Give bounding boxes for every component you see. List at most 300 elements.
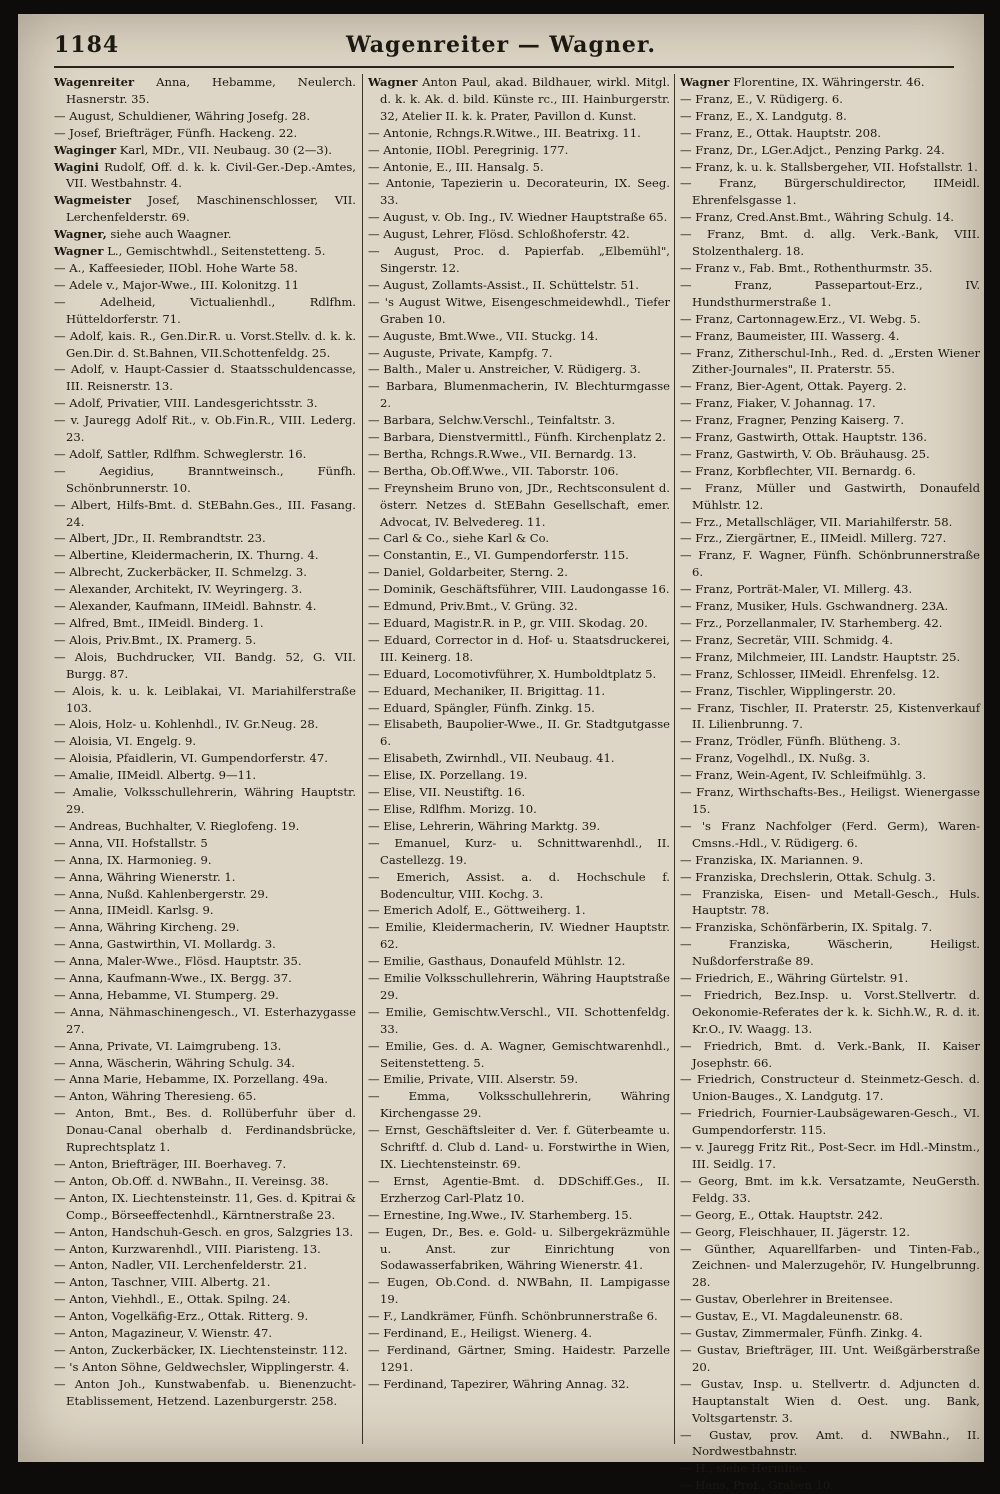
entry-text: — Franziska, Schönfärberin, IX. Spitalg. 7. — [680, 920, 933, 935]
entry-text: — Franz, Tischler, Wipplingerstr. 20. — [680, 683, 896, 698]
directory-entry — [54, 733, 356, 750]
directory-entry — [680, 886, 980, 920]
directory-entry — [54, 277, 356, 294]
directory-entry — [368, 1274, 670, 1308]
directory-entry — [680, 1224, 980, 1241]
directory-entry — [680, 818, 980, 852]
entry-text: — Friedrich, Fournier-Laubsägewaren-Gesch., VI. Gumpendorferstr. 115. — [680, 1106, 980, 1138]
directory-entry — [54, 530, 356, 547]
directory-entry — [54, 953, 356, 970]
entry-text: — Gustav, Insp. u. Stellvertr. d. Adjuncten d. Hauptanstalt Wien d. Oest. ung. Bank, Voltsgartenstr. 3. — [680, 1376, 980, 1425]
directory-entry — [368, 953, 670, 970]
entry-text: — Anton, Währing Theresieng. 65. — [54, 1089, 257, 1104]
directory-entry — [54, 683, 356, 717]
entry-text: — Anna, Gastwirthin, VI. Mollardg. 3. — [54, 937, 276, 952]
directory-entry — [54, 564, 356, 581]
directory-entry — [368, 1308, 670, 1325]
directory-entry — [54, 1291, 356, 1308]
entry-text: — Anton, Nadler, VII. Lerchenfelderstr. 21. — [54, 1258, 307, 1273]
entry-text: — 's Franz Nachfolger (Ferd. Germ), Waren-Cmsns.-Hdl., V. Rüdigerg. 6. — [680, 818, 980, 850]
directory-entry — [368, 446, 670, 463]
directory-entry — [680, 1241, 980, 1292]
directory-entry — [680, 226, 980, 260]
directory-entry — [54, 1376, 356, 1410]
directory-entry — [368, 142, 670, 159]
entry-text: — Anna, VII. Hofstallstr. 5 — [54, 835, 208, 850]
entry-text: — A., Kaffeesieder, IIObl. Hohe Warte 58. — [54, 260, 298, 275]
directory-entry — [368, 784, 670, 801]
directory-entry — [54, 1274, 356, 1291]
directory-entry — [54, 1038, 356, 1055]
entry-surname: Wagmeister — [54, 193, 132, 208]
directory-entry — [54, 361, 356, 395]
entry-text: — Eugen, Dr., Bes. e. Gold- u. Silbergekräzmühle u. Anst. zur Einrichtung von Sodawasserfabriken, Währing Wienerstr. 41. — [368, 1224, 670, 1273]
entry-text: — Elisabeth, Baupolier-Wwe., II. Gr. Stadtgutgasse 6. — [368, 717, 670, 749]
entry-text: — Anton, Viehhdl., E., Ottak. Spilng. 24. — [54, 1292, 291, 1307]
entry-text: — August, v. Ob. Ing., IV. Wiedner Hauptstraße 65. — [368, 210, 668, 225]
entry-text: — Anna, Nußd. Kahlenbergerstr. 29. — [54, 886, 269, 901]
entry-text: — Anton, Magazineur, V. Wienstr. 47. — [54, 1326, 273, 1341]
entry-text: — Franziska, IX. Mariannen. 9. — [680, 852, 864, 867]
directory-entry — [368, 1088, 670, 1122]
entry-text: — Antonie, Rchngs.R.Witwe., III. Beatrixg. 11. — [368, 125, 641, 140]
entry-text: — Emilie, Kleidermacherin, IV. Wiedner Hauptstr. 62. — [368, 920, 670, 952]
directory-entry — [368, 902, 670, 919]
entry-text: — Ferdinand, Gärtner, Sming. Haidestr. Parzelle 1291. — [368, 1342, 670, 1374]
directory-entry — [680, 378, 980, 395]
entry-text: — Albrecht, Zuckerbäcker, II. Schmelzg. 3. — [54, 565, 307, 580]
entry-text: — Edmund, Priv.Bmt., V. Grüng. 32. — [368, 599, 578, 614]
directory-entry — [680, 446, 980, 463]
entry-text: — Anna Marie, Hebamme, IX. Porzellang. 49a. — [54, 1072, 328, 1087]
directory-entry — [368, 1224, 670, 1275]
directory-entry — [368, 750, 670, 767]
directory-entry — [54, 970, 356, 987]
entry-text: — Franz, Cartonnagew.Erz., VI. Webg. 5. — [680, 311, 921, 326]
entry-text: — Adolf, Sattler, Rdlfhm. Schweglerstr. 16. — [54, 446, 307, 461]
entry-text: — Barbara, Selchw.Verschl., Teinfaltstr. 3. — [368, 413, 616, 428]
entry-text: — Franz, Wirthschafts-Bes., Heiligst. Wienergasse 15. — [680, 785, 980, 816]
directory-entry — [54, 1224, 356, 1241]
directory-entry — [680, 1342, 980, 1376]
directory-entry — [54, 243, 356, 260]
entry-text: — Alois, Buchdrucker, VII. Bandg. 52, G. VII. Burgg. 87. — [54, 649, 356, 681]
directory-entry — [368, 480, 670, 531]
entry-text: — Ferdinand, E., Heiligst. Wienerg. 4. — [368, 1326, 592, 1341]
directory-entry — [54, 581, 356, 598]
entry-text: — Josef, Briefträger, Fünfh. Hackeng. 22. — [54, 125, 298, 140]
entry-text: — Anton, Briefträger, III. Boerhaveg. 7. — [54, 1157, 287, 1171]
entry-text: — Eduard, Magistr.R. in P., gr. VIII. Skodag. 20. — [368, 616, 648, 630]
entry-text: — Eduard, Locomotivführer, X. Humboldtplatz 5. — [368, 666, 657, 681]
directory-entry — [54, 852, 356, 869]
column-divider — [674, 74, 675, 1444]
directory-entry — [680, 1460, 980, 1477]
directory-entry — [680, 970, 980, 987]
entry-text: — Alexander, Kaufmann, IIMeidl. Bahnstr. 4. — [54, 599, 317, 614]
entry-text: — Franz, Baumeister, III. Wasserg. 4. — [680, 328, 900, 343]
entry-text: — Franz, Korbflechter, VII. Bernardg. 6. — [680, 463, 916, 478]
directory-entry — [368, 277, 670, 294]
directory-entry — [680, 547, 980, 581]
directory-entry — [54, 192, 356, 226]
entry-text: — Franz, Schlosser, IIMeidl. Ehrenfelsg. 12. — [680, 666, 940, 681]
directory-entry — [368, 530, 670, 547]
directory-entry — [368, 429, 670, 446]
entry-text: — Antonie, Tapezierin u. Decorateurin, IX. Seeg. 33. — [368, 176, 670, 208]
entry-text: — Emilie, Gasthaus, Donaufeld Mühlstr. 12. — [368, 954, 626, 969]
entry-text: — Franziska, Eisen- und Metall-Gesch., Huls. Hauptstr. 78. — [680, 886, 980, 918]
directory-entry — [368, 226, 670, 243]
entry-text: — Bertha, Rchngs.R.Wwe., VII. Bernardg. 13. — [368, 446, 637, 461]
entry-text: — Auguste, Private, Kampfg. 7. — [368, 345, 553, 360]
directory-entry — [680, 159, 980, 176]
entry-surname: Wagner — [368, 75, 418, 89]
directory-entry — [680, 175, 980, 209]
entry-surname: Wagini — [54, 159, 99, 174]
directory-entry — [680, 480, 980, 514]
directory-entry — [54, 226, 356, 243]
directory-entry — [680, 733, 980, 750]
entry-text: — Amalie, Volksschullehrerin, Währing Hauptstr. 29. — [54, 785, 356, 816]
entry-text: — Adolf, v. Haupt-Cassier d. Staatsschuldencasse, III. Reisnerstr. 13. — [54, 362, 356, 394]
entry-text: — v. Jauregg Fritz Rit., Post-Secr. im Hdl.-Minstm., III. Seidlg. 17. — [680, 1140, 980, 1171]
directory-entry — [680, 852, 980, 869]
directory-entry — [368, 1325, 670, 1342]
entry-text: — Frz., Metallschläger, VII. Mariahilferstr. 58. — [680, 514, 953, 529]
directory-entry — [368, 970, 670, 1004]
entry-text: — Friedrich, Constructeur d. Steinmetz-Gesch. d. Union-Bauges., X. Landgutg. 17. — [680, 1072, 980, 1104]
directory-entry — [680, 514, 980, 531]
entry-text: — Gustav, Oberlehrer in Breitensee. — [680, 1292, 893, 1307]
entry-text: — Amalie, IIMeidl. Albertg. 9—11. — [54, 768, 257, 783]
entry-text: — Anton Joh., Kunstwabenfab. u. Bienenzucht-Etablissement, Hetzend. Lazenburgerstr. 258. — [54, 1376, 356, 1408]
entry-text: — Franz, Müller und Gastwirth, Donaufeld Mühlstr. 12. — [680, 480, 980, 512]
entry-text: — Franz, Bürgerschuldirector, IIMeidl. Ehrenfelsgasse 1. — [680, 176, 980, 208]
entry-text: Anna, Hebamme, Neulerch. Hasnerstr. 35. — [66, 75, 356, 106]
entry-text: — Auguste, Bmt.Wwe., VII. Stuckg. 14. — [368, 328, 599, 343]
entry-text: — Friedrich, Bez.Insp. u. Vorst.Stellvertr. d. Oekonomie-Referates der k. k. Sichh.W., R. d. it. Kr.O., IV. Waagg. 13. — [680, 987, 980, 1036]
entry-text: — Franz, Porträt-Maler, VI. Millerg. 43. — [680, 582, 913, 597]
directory-entry — [54, 1173, 356, 1190]
directory-entry — [54, 818, 356, 835]
directory-entry — [680, 1105, 980, 1139]
directory-entry — [680, 1173, 980, 1207]
directory-entry — [54, 902, 356, 919]
entry-text: — Emilie, Private, VIII. Alserstr. 59. — [368, 1072, 579, 1087]
entry-text: — Franz, Bier-Agent, Ottak. Payerg. 2. — [680, 379, 907, 394]
directory-entry — [54, 632, 356, 649]
entry-text: — Eduard, Corrector in d. Hof- u. Staatsdruckerei, III. Keinerg. 18. — [368, 632, 670, 664]
directory-entry — [368, 818, 670, 835]
directory-entry — [368, 1004, 670, 1038]
directory-entry — [680, 632, 980, 649]
directory-entry — [680, 767, 980, 784]
directory-entry — [680, 463, 980, 480]
entry-text: — Emma, Volksschullehrerin, Währing Kirchengasse 29. — [368, 1089, 670, 1121]
entry-text: — Gustav, Briefträger, III. Unt. Weißgärberstraße 20. — [680, 1342, 980, 1374]
directory-entry — [54, 446, 356, 463]
directory-entry — [680, 91, 980, 108]
entry-text: — Anna, Hebamme, VI. Stumperg. 29. — [54, 987, 279, 1002]
entry-text: — Anna, Wäscherin, Währing Schulg. 34. — [54, 1055, 295, 1070]
directory-entry — [680, 936, 980, 970]
directory-entry — [680, 1207, 980, 1224]
entry-text: — Emilie Volksschullehrerin, Währing Hauptstraße 29. — [368, 971, 670, 1002]
entry-text: — Franz, Fragner, Penzing Kaiserg. 7. — [680, 413, 905, 428]
directory-entry — [368, 378, 670, 412]
directory-entry — [680, 750, 980, 767]
entry-text: — Georg, Bmt. im k.k. Versatzamte, NeuGersth. Feldg. 33. — [680, 1173, 980, 1205]
entry-text: — Alois, k. u. k. Leiblakai, VI. Mariahilferstraße 103. — [54, 683, 356, 715]
directory-entry — [54, 328, 356, 362]
entry-text: — Emerich Adolf, E., Göttweiherg. 1. — [368, 903, 586, 918]
entry-text: — Antonie, E., III. Hansalg. 5. — [368, 159, 544, 174]
entry-text: — Franz, F. Wagner, Fünfh. Schönbrunnerstraße 6. — [680, 548, 980, 580]
entry-text: — Ernst, Geschäftsleiter d. Ver. f. Güterbeamte u. Schriftf. d. Club d. Land- u. Forstwirthe in Wien, IX. Liechtensteinstr. 69. — [368, 1123, 670, 1171]
entry-text: — Elisabeth, Zwirnhdl., VII. Neubaug. 41. — [368, 751, 615, 766]
directory-entry — [368, 632, 670, 666]
directory-entry — [54, 294, 356, 328]
directory-entry — [368, 175, 670, 209]
directory-entry — [368, 294, 670, 328]
entry-text: — Anton, Vogelkäfig-Erz., Ottak. Ritterg. 9. — [54, 1309, 309, 1324]
directory-entry — [368, 243, 670, 277]
entry-text: — Ernst, Agentie-Bmt. d. DDSchiff.Ges., II. Erzherzog Carl-Platz 10. — [368, 1173, 670, 1205]
directory-entry — [680, 1071, 980, 1105]
entry-text: — August, Lehrer, Flösd. Schloßhoferstr. 42. — [368, 227, 630, 242]
directory-entry — [368, 1071, 670, 1088]
entry-text: — 's August Witwe, Eisengeschmeidewhdl., Tiefer Graben 10. — [368, 294, 670, 326]
entry-text: — Franziska, Wäscherin, Heiligst. Nußdorferstraße 89. — [680, 937, 980, 969]
directory-entry — [368, 159, 670, 176]
entry-text: — Franz, Bmt. d. allg. Verk.-Bank, VIII. Stolzenthalerg. 18. — [680, 227, 980, 259]
entry-text: Florentine, IX. Währingerstr. 46. — [729, 75, 925, 89]
directory-entry — [54, 1308, 356, 1325]
entry-text: — Dominik, Geschäftsführer, VIII. Laudongasse 16. — [368, 582, 670, 597]
directory-entry — [680, 700, 980, 734]
directory-entry — [368, 1376, 670, 1393]
directory-entry — [680, 209, 980, 226]
directory-entry — [368, 700, 670, 717]
entry-text: — Aegidius, Branntweinsch., Fünfh. Schönbrunnerstr. 10. — [54, 463, 356, 495]
directory-entry — [368, 463, 670, 480]
column-3 — [680, 74, 980, 1493]
entry-text: — Franz, Zitherschul-Inh., Red. d. „Ersten Wiener Zither-Journales", II. Praterstr. 55. — [680, 345, 980, 377]
entry-text: — Franz, E., X. Landgutg. 8. — [680, 108, 847, 123]
directory-entry — [680, 919, 980, 936]
entry-text: — Anton, Taschner, VIII. Albertg. 21. — [54, 1275, 271, 1290]
directory-entry — [368, 1173, 670, 1207]
directory-entry — [680, 74, 980, 91]
entry-surname: Wagner — [680, 75, 730, 89]
entry-text: — Franz, Trödler, Fünfh. Blütheng. 3. — [680, 734, 901, 749]
directory-entry — [680, 666, 980, 683]
entry-text: — Franz, E., V. Rüdigerg. 6. — [680, 91, 843, 106]
directory-entry — [680, 869, 980, 886]
directory-entry — [368, 683, 670, 700]
entry-text: — August, Schuldiener, Währing Josefg. 28. — [54, 108, 311, 123]
entry-text: — Georg, Fleischhauer, II. Jägerstr. 12. — [680, 1224, 910, 1239]
entry-text: — Alois, Priv.Bmt., IX. Pramerg. 5. — [54, 632, 257, 647]
entry-text: — Aloisia, Pfaidlerin, VI. Gumpendorferstr. 47. — [54, 751, 328, 766]
entry-text: — Georg, E., Ottak. Hauptstr. 242. — [680, 1207, 883, 1222]
directory-entry — [54, 1088, 356, 1105]
entry-text: — Anna, Währing Kircheng. 29. — [54, 920, 240, 935]
directory-entry — [368, 801, 670, 818]
entry-text: — Franz, Passepartout-Erz., IV. Hundsthurmerstraße 1. — [680, 277, 980, 309]
column-1 — [54, 74, 356, 1454]
entry-surname: Wagner, — [54, 227, 107, 242]
entry-text: — Bertha, Ob.Off.Wwe., VII. Taborstr. 106. — [368, 463, 619, 478]
entry-text: — Anton, Bmt., Bes. d. Rollüberfuhr über d. Donau-Canal oberhalb d. Ferdinandsbrücke, Ruprechtsplatz 1. — [54, 1106, 356, 1155]
entry-text: — Franz, Musiker, Huls. Gschwandnerg. 23A. — [680, 599, 949, 614]
entry-text: — Anton, Zuckerbäcker, IX. Liechtensteinstr. 112. — [54, 1342, 348, 1357]
entry-text: — Ferdinand, Tapezirer, Währing Annag. 32. — [368, 1376, 630, 1391]
entry-text: — Franz, Tischler, II. Praterstr. 25, Kistenverkauf II. Lilienbrunng. 7. — [680, 700, 980, 732]
directory-entry — [680, 108, 980, 125]
directory-entry — [368, 869, 670, 903]
entry-text: L., Gemischtwhdl., Seitenstetteng. 5. — [103, 244, 326, 259]
directory-entry — [680, 598, 980, 615]
directory-entry — [368, 412, 670, 429]
entry-text: — Anna, Maler-Wwe., Flösd. Hauptstr. 35. — [54, 954, 302, 969]
directory-entry — [368, 74, 670, 125]
entry-text: Anton Paul, akad. Bildhauer, wirkl. Mitgl. d. k. k. Ak. d. bild. Künste rc., III. Hainburgerstr. 32, Atelier II. k. k. Prater, Pavillon d. Kunst. — [380, 75, 670, 123]
directory-entry — [54, 598, 356, 615]
entry-text: — Alois, Holz- u. Kohlenhdl., IV. Gr.Neug. 28. — [54, 717, 319, 732]
directory-entry — [54, 1241, 356, 1258]
directory-entry — [680, 1308, 980, 1325]
entry-text: — Albertine, Kleidermacherin, IX. Thurng. 4. — [54, 548, 319, 563]
directory-entry — [54, 750, 356, 767]
entry-text: — Friedrich, E., Währing Gürtelstr. 91. — [680, 971, 909, 986]
page-title: Wagenreiter — Wagner. — [345, 32, 657, 58]
entry-text: — Aloisia, VI. Engelg. 9. — [54, 734, 197, 749]
directory-entry — [54, 869, 356, 886]
directory-entry — [680, 784, 980, 818]
directory-entry — [368, 328, 670, 345]
entry-text: — Alfred, Bmt., IIMeidl. Binderg. 1. — [54, 616, 264, 630]
directory-entry — [680, 412, 980, 429]
entry-text: — Antonie, IIObl. Peregrinig. 177. — [368, 142, 569, 157]
entry-text: — Franziska, Drechslerin, Ottak. Schulg. 3. — [680, 869, 936, 884]
directory-entry — [368, 361, 670, 378]
directory-entry — [680, 311, 980, 328]
directory-entry — [54, 159, 356, 193]
entry-text: — Gustav, Zimmermaler, Fünfh. Zinkg. 4. — [680, 1326, 923, 1341]
directory-entry — [54, 1004, 356, 1038]
entry-text: — Franz v., Fab. Bmt., Rothenthurmstr. 35. — [680, 260, 933, 275]
directory-entry — [368, 547, 670, 564]
directory-entry — [54, 1190, 356, 1224]
entry-text: — Anna, Kaufmann-Wwe., IX. Bergg. 37. — [54, 971, 292, 986]
directory-entry — [368, 209, 670, 226]
directory-entry — [368, 125, 670, 142]
entry-text: — Gustav, E., VI. Magdaleunenstr. 68. — [680, 1309, 903, 1324]
entry-text: — Daniel, Goldarbeiter, Sterng. 2. — [368, 565, 568, 580]
directory-entry — [368, 564, 670, 581]
directory-entry — [54, 1359, 356, 1376]
directory-entry — [54, 108, 356, 125]
column-divider — [362, 74, 363, 1444]
directory-entry — [54, 260, 356, 277]
entry-text: — Emanuel, Kurz- u. Schnittwarenhdl., II. Castellezg. 19. — [368, 835, 670, 867]
entry-text: — v. Jauregg Adolf Rit., v. Ob.Fin.R., VIII. Lederg. 23. — [54, 413, 356, 445]
entry-text: — Barbara, Blumenmacherin, IV. Blechturmgasse 2. — [368, 379, 670, 411]
entry-text: — Friedrich, Bmt. d. Verk.-Bank, II. Kaiser Josephstr. 66. — [680, 1038, 980, 1070]
directory-entry — [368, 919, 670, 953]
entry-text: — Franz, Milchmeier, III. Landstr. Hauptstr. 25. — [680, 649, 961, 664]
entry-text: — Albert, Hilfs-Bmt. d. StEBahn.Ges., III. Fasang. 24. — [54, 497, 356, 529]
directory-entry — [54, 142, 356, 159]
directory-entry — [680, 328, 980, 345]
directory-entry — [54, 1342, 356, 1359]
directory-entry — [54, 615, 356, 632]
column-2 — [368, 74, 670, 1454]
entry-text: — Ernestine, Ing.Wwe., IV. Starhemberg. 15. — [368, 1207, 633, 1222]
directory-entry — [54, 74, 356, 108]
entry-text: — Anna, Nähmaschinengesch., VI. Esterhazygasse 27. — [54, 1004, 356, 1036]
entry-text: — Franz, Secretär, VIII. Schmidg. 4. — [680, 632, 893, 647]
entry-text: — Emilie, Ges. d. A. Wagner, Gemischtwarenhdl., Seitenstetteng. 5. — [368, 1038, 670, 1070]
entry-text: — Franz, Cred.Anst.Bmt., Währing Schulg. 14. — [680, 210, 954, 225]
entry-text: — Carl & Co., siehe Karl & Co. — [368, 531, 550, 546]
directory-entry — [54, 784, 356, 818]
entry-text: Karl, MDr., VII. Neubaug. 30 (2—3). — [116, 142, 332, 157]
entry-text: — H., siehe Hermine. — [680, 1461, 807, 1476]
directory-entry — [368, 716, 670, 750]
entry-text: — Barbara, Dienstvermittl., Fünfh. Kirchenplatz 2. — [368, 430, 666, 445]
entry-text: — Franz, k. u. k. Stallsbergeher, VII. Hofstallstr. 1. — [680, 159, 978, 174]
entry-text: — Anna, Private, VI. Laimgrubeng. 13. — [54, 1038, 282, 1053]
entry-text: — Frz., Porzellanmaler, IV. Starhemberg. 42. — [680, 616, 943, 630]
entry-text: — Balth., Maler u. Anstreicher, V. Rüdigerg. 3. — [368, 362, 641, 377]
entry-text: — August, Proc. d. Papierfab. „Elbemühl", Singerstr. 12. — [368, 244, 670, 275]
directory-entry — [54, 412, 356, 446]
directory-entry — [54, 835, 356, 852]
directory-entry — [54, 1156, 356, 1173]
directory-entry — [54, 1325, 356, 1342]
directory-entry — [680, 1427, 980, 1461]
directory-entry — [680, 142, 980, 159]
entry-text: — Andreas, Buchhalter, V. Rieglofeng. 19. — [54, 818, 300, 833]
directory-entry — [368, 615, 670, 632]
entry-text: — Emerich, Assist. a. d. Hochschule f. Bodencultur, VIII. Kochg. 3. — [368, 869, 670, 901]
directory-entry — [368, 345, 670, 362]
entry-text: — Franz, Vogelhdl., IX. Nußg. 3. — [680, 751, 871, 766]
directory-entry — [680, 649, 980, 666]
directory-entry — [680, 615, 980, 632]
entry-text: — Alexander, Architekt, IV. Weyringerg. 3. — [54, 582, 303, 597]
entry-text: — Eduard, Spängler, Fünfh. Zinkg. 15. — [368, 700, 595, 715]
entry-text: — Freynsheim Bruno von, JDr., Rechtsconsulent d. österr. Netzes d. StEBahn Gesellschaft, emer. Advocat, IV. Belvedereg. 11. — [368, 480, 670, 529]
directory-entry — [368, 598, 670, 615]
directory-entry — [368, 767, 670, 784]
entry-text: — Elise, IX. Porzellang. 19. — [368, 768, 528, 783]
directory-entry — [680, 1325, 980, 1342]
entry-text: — Adolf, kais. R., Gen.Dir.R. u. Vorst.Stellv. d. k. k. Gen.Dir. d. St.Bahnen, VII.Schottenfeldg. 25. — [54, 328, 356, 360]
directory-entry — [54, 1105, 356, 1156]
entry-text: — Franz, Dr., LGer.Adjct., Penzing Parkg. 24. — [680, 142, 945, 157]
entry-text: — Adele v., Major-Wwe., III. Kolonitzg. 11 — [54, 277, 299, 292]
entry-text: — Günther, Aquarellfarben- und Tinten-Fab., Zeichnen- und Malerzugehör, IV. Hungelbrunng. 28. — [680, 1241, 980, 1290]
directory-entry — [54, 395, 356, 412]
directory-entry — [54, 1257, 356, 1274]
entry-text: — 's Anton Söhne, Geldwechsler, Wipplingerstr. 4. — [54, 1359, 350, 1374]
directory-entry — [368, 835, 670, 869]
directory-entry — [54, 547, 356, 564]
